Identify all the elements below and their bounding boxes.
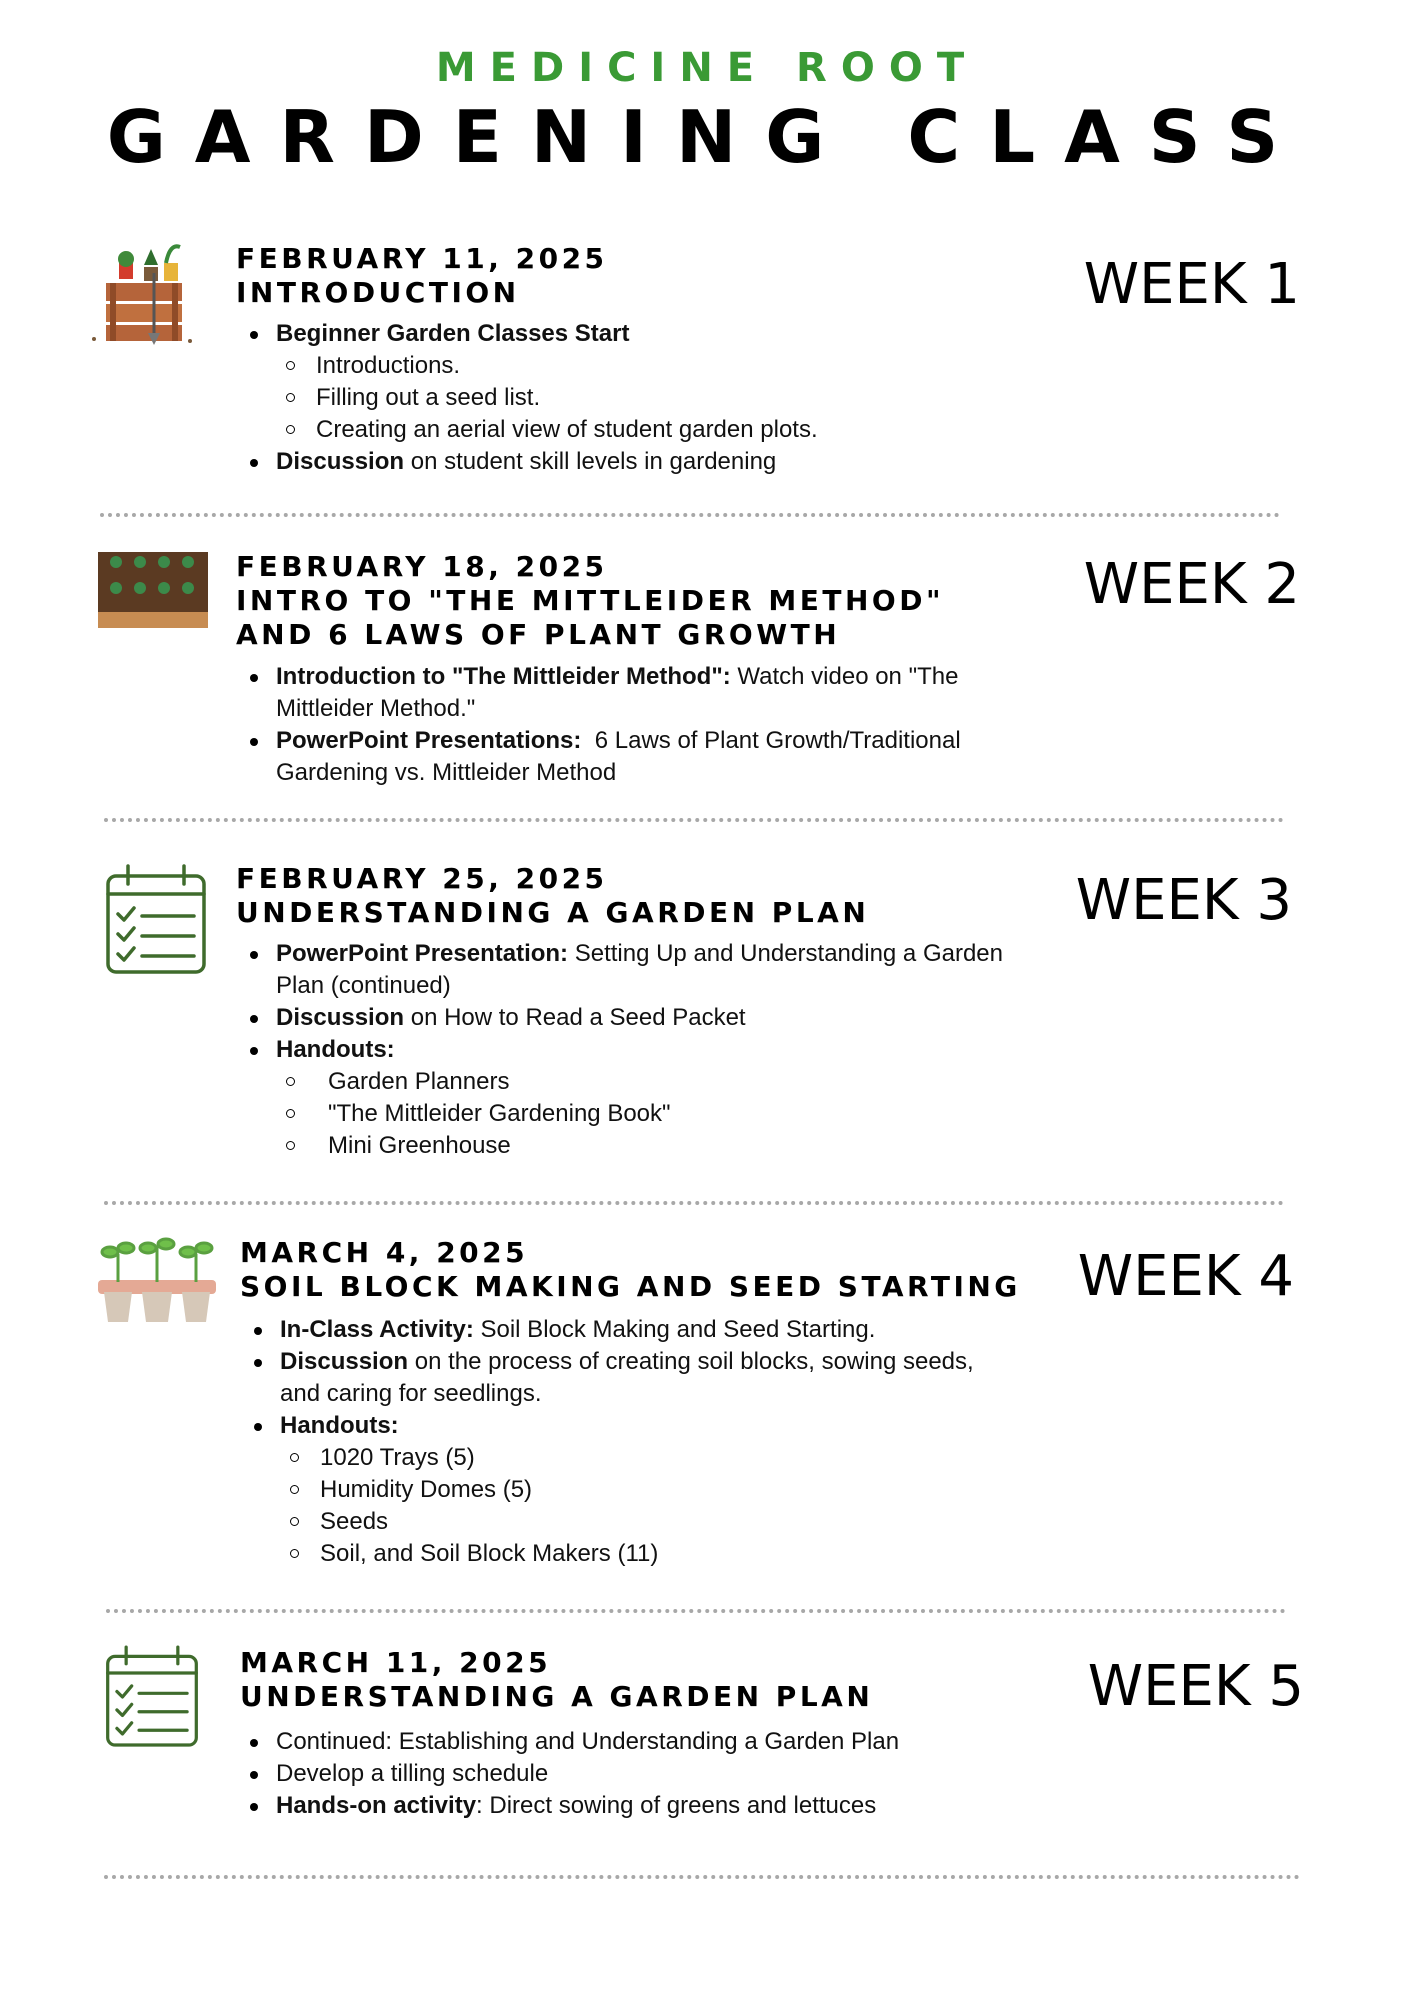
week-label: WEEK 4 xyxy=(1077,1244,1294,1309)
section-divider xyxy=(100,513,1280,517)
list-item xyxy=(236,938,1016,1002)
sub-list-item: Mini Greenhouse xyxy=(276,1130,1016,1162)
week-heading xyxy=(236,550,944,652)
calendar-checklist-icon xyxy=(104,864,208,980)
week-label: WEEK 5 xyxy=(1087,1654,1304,1719)
week-heading xyxy=(240,1646,873,1714)
item-bold: PowerPoint Presentation: xyxy=(276,940,569,967)
class-topic: INTRODUCTION xyxy=(236,276,520,309)
topic-list xyxy=(236,938,1016,1162)
garden-crate-icon xyxy=(86,243,200,351)
item-text: 6 Laws of Plant Growth/Traditional Gardening vs. Mittleider Method xyxy=(276,727,968,786)
section-divider xyxy=(104,818,1284,822)
list-item xyxy=(236,318,1016,446)
list-item xyxy=(236,1790,1036,1822)
item-bold: Discussion xyxy=(276,448,405,475)
seedling-pots-icon xyxy=(98,1236,216,1328)
sub-list-item: Seeds xyxy=(280,1506,1020,1538)
item-text: Continued: Establishing and Understanding a Garden Plan xyxy=(276,1728,900,1755)
org-name: MEDICINE ROOT xyxy=(435,45,979,91)
list-item xyxy=(236,446,1016,478)
class-date: FEBRUARY 11, 2025 xyxy=(236,242,608,275)
sub-list-item: Introductions. xyxy=(276,350,1016,382)
item-text: Watch video on "The Mittleider Method." xyxy=(276,663,959,722)
list-item xyxy=(236,1726,1036,1758)
class-topic: UNDERSTANDING A GARDEN PLAN xyxy=(240,1680,874,1713)
item-text: : Direct sowing of greens and lettuces xyxy=(476,1792,877,1819)
sub-list-item: Humidity Domes (5) xyxy=(280,1474,1020,1506)
week-label: WEEK 1 xyxy=(1083,252,1300,317)
list-item xyxy=(236,725,1016,789)
class-date: MARCH 11, 2025 xyxy=(240,1646,552,1679)
week-heading xyxy=(236,242,608,310)
soil-bed-icon xyxy=(98,552,208,632)
class-topic: AND 6 LAWS OF PLANT GROWTH xyxy=(236,618,841,651)
list-item xyxy=(236,661,1016,725)
item-bold: Beginner Garden Classes Start xyxy=(276,320,630,347)
class-date: MARCH 4, 2025 xyxy=(240,1236,529,1269)
item-bold: Introduction to "The Mittleider Method": xyxy=(276,663,731,690)
week-label: WEEK 2 xyxy=(1083,552,1300,617)
sub-list-item: 1020 Trays (5) xyxy=(280,1442,1020,1474)
class-topic: INTRO TO "THE MITTLEIDER METHOD" xyxy=(236,584,945,617)
section-divider xyxy=(104,1875,1300,1879)
list-item xyxy=(240,1314,1020,1346)
list-item xyxy=(240,1346,1020,1410)
class-date: FEBRUARY 25, 2025 xyxy=(236,862,608,895)
week-heading xyxy=(236,862,869,930)
sub-list-item: Garden Planners xyxy=(276,1066,1016,1098)
item-text: on the process of creating soil blocks, sowing seeds, and caring for seedlings. xyxy=(280,1348,974,1407)
list-item xyxy=(240,1410,1020,1570)
class-topic: SOIL BLOCK MAKING AND SEED STARTING xyxy=(240,1270,1021,1303)
list-item xyxy=(236,1034,1016,1162)
calendar-checklist-icon xyxy=(104,1645,200,1753)
item-bold: Discussion xyxy=(276,1004,405,1031)
sub-list xyxy=(276,350,1016,446)
item-text: Develop a tilling schedule xyxy=(276,1760,549,1787)
class-date: FEBRUARY 18, 2025 xyxy=(236,550,608,583)
list-item xyxy=(236,1758,1036,1790)
topic-list xyxy=(236,318,1016,478)
list-item xyxy=(236,1002,1016,1034)
page-title: GARDENING CLASS xyxy=(106,95,1308,179)
week-heading xyxy=(240,1236,1021,1304)
item-bold: Handouts: xyxy=(276,1036,395,1063)
sub-list-item: Filling out a seed list. xyxy=(276,382,1016,414)
sub-list xyxy=(280,1442,1020,1570)
item-text: on How to Read a Seed Packet xyxy=(404,1004,746,1031)
section-divider xyxy=(106,1609,1286,1613)
sub-list xyxy=(276,1066,1016,1162)
item-bold: In-Class Activity: xyxy=(280,1316,474,1343)
item-text: Soil Block Making and Seed Starting. xyxy=(473,1316,876,1343)
sub-list-item: Soil, and Soil Block Makers (11) xyxy=(280,1538,1020,1570)
week-label: WEEK 3 xyxy=(1075,868,1292,933)
topic-list xyxy=(240,1314,1020,1570)
item-text: on student skill levels in gardening xyxy=(404,448,777,475)
item-bold: Discussion xyxy=(280,1348,409,1375)
item-bold: Handouts: xyxy=(280,1412,399,1439)
item-bold: PowerPoint Presentations: xyxy=(276,727,582,754)
sub-list-item: "The Mittleider Gardening Book" xyxy=(276,1098,1016,1130)
topic-list xyxy=(236,661,1016,789)
item-bold: Hands-on activity xyxy=(276,1792,477,1819)
section-divider xyxy=(104,1201,1284,1205)
class-topic: UNDERSTANDING A GARDEN PLAN xyxy=(236,896,870,929)
item-text: Setting Up and Understanding a Garden Plan (continued) xyxy=(276,940,1003,999)
sub-list-item: Creating an aerial view of student garden plots. xyxy=(276,414,1016,446)
topic-list xyxy=(236,1726,1036,1822)
